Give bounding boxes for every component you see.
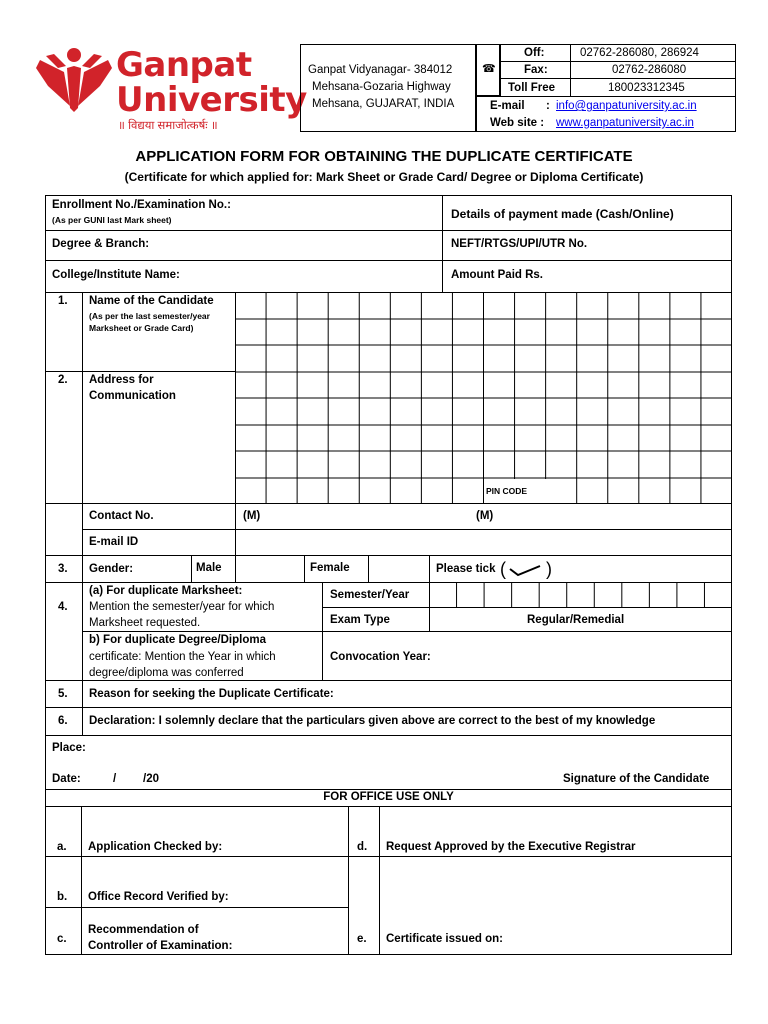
logo-name-line1: Ganpat	[116, 45, 252, 85]
office-d-letter: d.	[357, 841, 368, 853]
amount-label: Amount Paid Rs.	[451, 269, 544, 281]
checked-label: Application Checked by:	[88, 841, 223, 853]
row3-number: 3.	[58, 563, 68, 575]
row4-number-cell	[45, 582, 83, 681]
name-note1: (As per the last semester/year	[89, 311, 210, 321]
office-header: FOR OFFICE USE ONLY	[323, 791, 454, 803]
office-a-letter: a.	[57, 841, 67, 853]
convocation-label: Convocation Year:	[330, 651, 431, 663]
address-line2: Mehsana-Gozaria Highway	[312, 81, 451, 93]
issued-label: Certificate issued on:	[386, 933, 503, 945]
mobile-label-2: (M)	[476, 510, 494, 522]
address-label2: Communication	[89, 390, 176, 402]
sem-year-label: Semester/Year	[330, 589, 410, 601]
office-b-letter: b.	[57, 891, 68, 903]
date-slash1: /	[113, 773, 117, 785]
email-id-label: E-mail ID	[89, 536, 139, 548]
approved-label: Request Approved by the Executive Registrar	[386, 841, 636, 853]
gender-label: Gender:	[89, 563, 134, 575]
female-checkbox-cell[interactable]	[368, 555, 430, 583]
toll-value: 180023312345	[608, 82, 685, 94]
marksheet-line2: Mention the semester/year for which	[89, 601, 275, 613]
reason-label: Reason for seeking the Duplicate Certificate:	[89, 688, 334, 700]
row6-number: 6.	[58, 715, 68, 727]
pin-code-label: PIN CODE	[486, 486, 528, 496]
diploma-line2: certificate: Mention the Year in which	[89, 651, 276, 663]
row4-number: 4.	[58, 601, 68, 613]
fax-value: 02762-286080	[612, 64, 687, 76]
fax-label: Fax:	[524, 64, 548, 76]
signature-label: Signature of the Candidate	[563, 773, 710, 785]
date-label: Date:	[52, 773, 81, 785]
form-title: APPLICATION FORM FOR OBTAINING THE DUPLICATE CERTIFICATE	[135, 148, 633, 165]
recommend-line1: Recommendation of	[88, 924, 199, 936]
diploma-line3: degree/diploma was conferred	[89, 667, 244, 679]
college-label: College/Institute Name:	[52, 269, 180, 281]
mobile-label-1: (M)	[243, 510, 261, 522]
office-c-letter: c.	[57, 933, 67, 945]
off-value: 02762-286080, 286924	[580, 47, 699, 59]
svg-text:(: (	[500, 559, 506, 579]
contact-no-label: Contact No.	[89, 510, 154, 522]
name-note2: Marksheet or Grade Card)	[89, 323, 194, 333]
sem-year-boxes[interactable]	[429, 582, 732, 608]
email-input-cell[interactable]	[235, 529, 732, 556]
marksheet-line1: (a) For duplicate Marksheet:	[89, 585, 243, 597]
row5-number: 5.	[58, 688, 68, 700]
tick-mark-icon	[500, 557, 556, 581]
address-label1: Address for	[89, 374, 154, 386]
character-grid[interactable]	[235, 292, 732, 504]
web-label: Web site :	[490, 117, 545, 129]
email-colon: :	[546, 100, 550, 112]
row2-number-cell	[45, 371, 83, 504]
row2-number: 2.	[58, 374, 68, 386]
address-line3: Mehsana, GUJARAT, INDIA	[312, 98, 455, 110]
phone-icon: ☎	[482, 63, 496, 75]
date-slash2: /20	[143, 773, 159, 785]
logo-emblem-icon	[34, 46, 114, 116]
off-label: Off:	[524, 47, 545, 59]
regular-remedial-label: Regular/Remedial	[527, 614, 625, 626]
verified-label: Office Record Verified by:	[88, 891, 229, 903]
diploma-line1: b) For duplicate Degree/Diploma	[89, 634, 266, 646]
tick-label: Please tick	[436, 563, 496, 575]
university-logo	[34, 46, 114, 116]
email-label: E-mail	[490, 100, 525, 112]
svg-text:): )	[546, 559, 552, 579]
female-label: Female	[310, 562, 350, 574]
neft-label: NEFT/RTGS/UPI/UTR No.	[451, 238, 588, 250]
address-line1: Ganpat Vidyanagar- 384012	[308, 64, 453, 76]
declaration-text: Declaration: I solemnly declare that the particulars given above are correct to the best of my knowledge	[89, 715, 656, 727]
form-subtitle: (Certificate for which applied for: Mark Sheet or Grade Card/ Degree or Diploma Certificate)	[124, 170, 644, 184]
website-link[interactable]: www.ganpatuniversity.ac.in	[556, 117, 694, 129]
email-link[interactable]: info@ganpatuniversity.ac.in	[556, 100, 697, 112]
marksheet-line3: Marksheet requested.	[89, 617, 201, 629]
place-label: Place:	[52, 742, 86, 754]
enrollment-note: (As per GUNI last Mark sheet)	[52, 215, 172, 225]
recommend-line2: Controller of Examination:	[88, 940, 233, 952]
toll-label: Toll Free	[508, 82, 556, 94]
office-e-letter: e.	[357, 933, 367, 945]
male-checkbox-cell[interactable]	[235, 555, 305, 583]
office-c-number-cell	[45, 907, 82, 955]
name-label: Name of the Candidate	[89, 295, 214, 307]
male-label: Male	[196, 562, 222, 574]
logo-name-line2: University	[116, 80, 307, 120]
row1-number: 1.	[58, 295, 68, 307]
degree-label: Degree & Branch:	[52, 238, 150, 250]
enrollment-label: Enrollment No./Examination No.:	[52, 199, 231, 211]
exam-type-label: Exam Type	[330, 614, 390, 626]
logo-tagline: ॥ विद्यया समाजोत्कर्षः ॥	[118, 120, 218, 132]
payment-label: Details of payment made (Cash/Online)	[451, 207, 674, 221]
contact-number-cell	[45, 503, 83, 556]
